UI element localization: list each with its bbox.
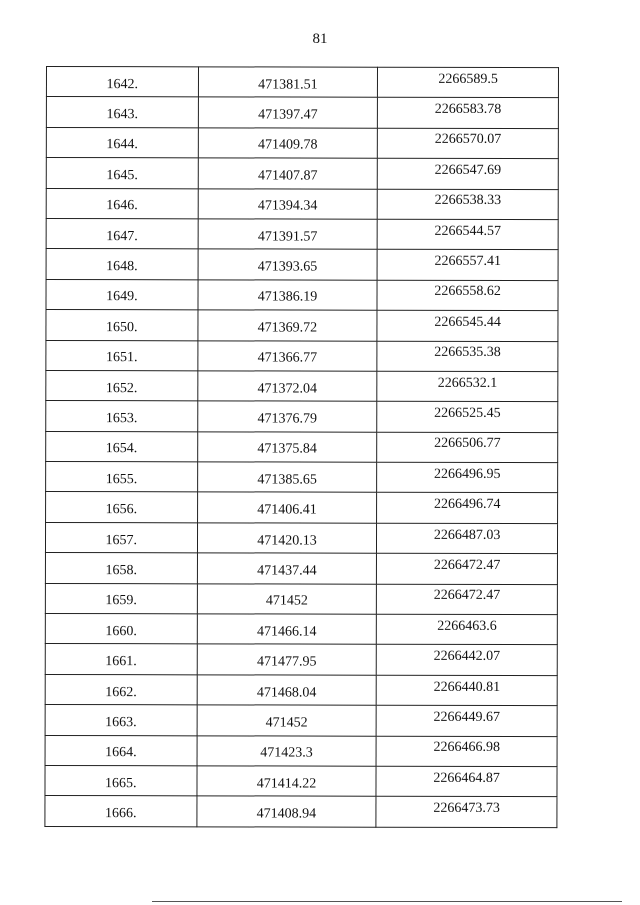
y-coordinate-cell bbox=[378, 128, 559, 159]
point-number-cell bbox=[45, 796, 197, 827]
y-coordinate-cell bbox=[377, 310, 558, 341]
cell-text: 1651. bbox=[105, 350, 138, 366]
cell-text: 1666. bbox=[104, 806, 137, 822]
y-coordinate-cell bbox=[377, 462, 558, 493]
point-number-cell bbox=[45, 583, 197, 614]
y-coordinate-cell bbox=[377, 371, 558, 402]
table-row bbox=[46, 158, 558, 189]
x-coordinate-cell bbox=[198, 249, 378, 280]
cell-text: 471381.51 bbox=[258, 77, 318, 93]
cell-text: 1650. bbox=[105, 319, 138, 336]
cell-text: 471393.65 bbox=[257, 259, 318, 275]
cell-text: 1660. bbox=[105, 623, 137, 639]
coordinates-table bbox=[44, 66, 559, 828]
table-row bbox=[46, 370, 558, 401]
x-coordinate-cell bbox=[197, 735, 377, 766]
cell-text: 471466.14 bbox=[257, 624, 317, 640]
cell-text: 1645. bbox=[106, 167, 138, 184]
x-coordinate-cell bbox=[198, 340, 378, 371]
cell-text: 471437.44 bbox=[257, 563, 317, 579]
cell-text: 1655. bbox=[105, 471, 138, 487]
cell-text: 2266463.6 bbox=[437, 618, 497, 634]
point-number-cell bbox=[45, 614, 197, 645]
point-number-cell bbox=[46, 401, 198, 432]
table-row bbox=[45, 553, 557, 584]
cell-text: 2266570.07 bbox=[434, 132, 502, 148]
table-row bbox=[45, 674, 557, 705]
cell-text: 1643. bbox=[106, 107, 138, 123]
x-coordinate-cell bbox=[197, 796, 377, 827]
cell-text: 471366.77 bbox=[257, 350, 318, 366]
x-coordinate-cell bbox=[197, 523, 377, 554]
cell-text: 1659. bbox=[105, 593, 137, 609]
cell-text: 471369.72 bbox=[257, 320, 318, 336]
y-coordinate-cell bbox=[378, 158, 559, 189]
cell-text: 2266535.38 bbox=[434, 345, 501, 361]
y-coordinate-cell bbox=[377, 432, 558, 463]
cell-text: 1665. bbox=[105, 775, 137, 791]
table-row bbox=[45, 583, 557, 614]
point-number-cell bbox=[46, 492, 198, 523]
table-row bbox=[45, 796, 557, 827]
y-coordinate-cell bbox=[377, 645, 558, 676]
cell-text: 1654. bbox=[105, 441, 138, 457]
cell-text: 2266440.81 bbox=[433, 679, 501, 695]
table-row bbox=[46, 218, 558, 249]
coordinates-table-body bbox=[45, 67, 559, 828]
table-row bbox=[46, 279, 558, 310]
cell-text: 471477.95 bbox=[256, 654, 317, 670]
point-number-cell bbox=[46, 218, 198, 249]
y-coordinate-cell bbox=[377, 250, 558, 281]
cell-text: 471376.79 bbox=[257, 411, 317, 427]
cell-text: 1647. bbox=[106, 228, 138, 244]
cell-text: 2266487.03 bbox=[433, 527, 501, 543]
cell-text: 1657. bbox=[105, 532, 138, 548]
y-coordinate-cell bbox=[376, 675, 557, 706]
y-coordinate-cell bbox=[376, 705, 557, 736]
y-coordinate-cell bbox=[377, 523, 558, 554]
table-row bbox=[46, 462, 558, 493]
cell-text: 471397.47 bbox=[258, 107, 318, 123]
cell-text: 2266544.57 bbox=[434, 223, 502, 239]
point-number-cell bbox=[46, 310, 198, 341]
point-number-cell bbox=[46, 370, 198, 401]
point-number-cell bbox=[46, 127, 198, 158]
cell-text: 1664. bbox=[105, 745, 137, 761]
cell-text: 2266496.95 bbox=[434, 466, 501, 482]
x-coordinate-cell bbox=[197, 766, 377, 797]
cell-text: 2266589.5 bbox=[438, 71, 498, 87]
point-number-cell bbox=[46, 67, 198, 98]
cell-text: 1653. bbox=[105, 411, 138, 427]
cell-text: 2266538.33 bbox=[434, 193, 502, 209]
cell-text: 2266506.77 bbox=[434, 436, 501, 452]
cell-text: 2266545.44 bbox=[434, 314, 501, 330]
point-number-cell bbox=[46, 340, 198, 371]
point-number-cell bbox=[45, 644, 197, 675]
cell-text: 471409.78 bbox=[258, 137, 318, 154]
x-coordinate-cell bbox=[198, 128, 378, 159]
cell-text: 2266466.98 bbox=[433, 740, 500, 756]
cell-text: 471407.87 bbox=[257, 168, 318, 184]
y-coordinate-cell bbox=[378, 67, 559, 98]
y-coordinate-cell bbox=[376, 736, 557, 767]
x-coordinate-cell bbox=[198, 188, 378, 219]
point-number-cell bbox=[45, 705, 197, 736]
y-coordinate-cell bbox=[377, 553, 558, 584]
cell-text: 1661. bbox=[105, 654, 137, 670]
cell-text: 1648. bbox=[106, 259, 138, 275]
cell-text: 471386.19 bbox=[257, 289, 318, 305]
table-row bbox=[46, 340, 558, 371]
x-coordinate-cell bbox=[197, 644, 377, 675]
table-row bbox=[46, 431, 558, 462]
cell-text: 2266464.87 bbox=[433, 770, 500, 786]
page-number: 81 bbox=[312, 31, 328, 47]
y-coordinate-cell bbox=[377, 493, 558, 524]
cell-text: 2266472.47 bbox=[433, 557, 501, 573]
cell-text: 2266449.67 bbox=[433, 709, 501, 725]
y-coordinate-cell bbox=[377, 189, 558, 220]
y-coordinate-cell bbox=[376, 766, 557, 797]
y-coordinate-cell bbox=[377, 584, 558, 615]
point-number-cell bbox=[45, 735, 197, 766]
table-row bbox=[45, 644, 557, 675]
point-number-cell bbox=[45, 553, 197, 584]
cell-text: 1642. bbox=[106, 76, 139, 92]
cell-text: 471406.41 bbox=[257, 502, 317, 518]
y-coordinate-cell bbox=[377, 614, 558, 645]
table-row bbox=[46, 67, 558, 98]
y-coordinate-cell bbox=[377, 280, 558, 311]
table-row bbox=[45, 765, 557, 796]
table-row bbox=[46, 188, 558, 219]
table-row bbox=[45, 705, 557, 736]
table-row bbox=[45, 614, 557, 645]
cell-text: 2266442.07 bbox=[433, 648, 501, 665]
table-row bbox=[46, 492, 558, 523]
cell-text: 2266473.73 bbox=[433, 800, 500, 817]
table-row bbox=[45, 522, 557, 553]
cell-text: 471391.57 bbox=[257, 229, 318, 245]
cell-text: 2266547.69 bbox=[434, 162, 502, 178]
y-coordinate-cell bbox=[377, 401, 558, 432]
x-coordinate-cell bbox=[197, 614, 377, 645]
x-coordinate-cell bbox=[198, 310, 378, 341]
x-coordinate-cell bbox=[197, 583, 377, 614]
cell-text: 471385.65 bbox=[257, 472, 317, 488]
table-row bbox=[46, 310, 558, 341]
point-number-cell bbox=[45, 674, 197, 705]
table-row bbox=[46, 249, 558, 280]
point-number-cell bbox=[46, 158, 198, 189]
x-coordinate-cell bbox=[197, 462, 377, 493]
cell-text: 471423.3 bbox=[260, 745, 313, 761]
cell-text: 2266496.74 bbox=[433, 496, 501, 513]
x-coordinate-cell bbox=[197, 401, 377, 432]
cell-text: 471414.22 bbox=[256, 776, 317, 792]
y-coordinate-cell bbox=[378, 98, 559, 129]
cell-text: 1646. bbox=[106, 198, 138, 214]
cell-text: 471468.04 bbox=[256, 684, 317, 701]
cell-text: 471394.34 bbox=[257, 198, 318, 214]
scan-edge-line bbox=[152, 901, 622, 902]
cell-text: 471372.04 bbox=[257, 381, 318, 397]
x-coordinate-cell bbox=[197, 432, 377, 463]
cell-text: 471408.94 bbox=[256, 806, 317, 822]
point-number-cell bbox=[46, 279, 198, 310]
x-coordinate-cell bbox=[198, 280, 378, 311]
x-coordinate-cell bbox=[197, 675, 377, 706]
point-number-cell bbox=[46, 188, 198, 219]
y-coordinate-cell bbox=[377, 341, 558, 372]
cell-text: 471420.13 bbox=[257, 532, 317, 549]
point-number-cell bbox=[46, 97, 198, 128]
x-coordinate-cell bbox=[197, 492, 377, 523]
cell-text: 1663. bbox=[105, 715, 137, 731]
cell-text: 2266557.41 bbox=[434, 253, 501, 269]
table-row bbox=[46, 401, 558, 432]
cell-text: 2266558.62 bbox=[434, 284, 501, 300]
cell-text: 1652. bbox=[105, 380, 138, 396]
cell-text: 471452 bbox=[265, 715, 308, 731]
point-number-cell bbox=[46, 249, 198, 280]
x-coordinate-cell bbox=[198, 219, 378, 250]
cell-text: 2266583.78 bbox=[434, 101, 502, 118]
table-row bbox=[46, 97, 558, 128]
x-coordinate-cell bbox=[198, 158, 378, 189]
x-coordinate-cell bbox=[198, 67, 378, 98]
cell-text: 2266525.45 bbox=[434, 405, 501, 421]
cell-text: 1649. bbox=[106, 289, 138, 305]
cell-text: 1644. bbox=[106, 137, 138, 153]
y-coordinate-cell bbox=[377, 219, 558, 250]
cell-text: 1656. bbox=[105, 502, 138, 518]
x-coordinate-cell bbox=[197, 553, 377, 584]
cell-text: 1662. bbox=[105, 684, 137, 700]
cell-text: 2266532.1 bbox=[437, 375, 498, 391]
cell-text: 471375.84 bbox=[257, 441, 317, 457]
table-row bbox=[46, 127, 558, 158]
x-coordinate-cell bbox=[197, 371, 377, 402]
cell-text: 471452 bbox=[265, 593, 308, 609]
table-row bbox=[45, 735, 557, 766]
point-number-cell bbox=[46, 431, 198, 462]
point-number-cell bbox=[45, 522, 197, 553]
point-number-cell bbox=[45, 765, 197, 796]
x-coordinate-cell bbox=[197, 705, 377, 736]
point-number-cell bbox=[46, 462, 198, 493]
y-coordinate-cell bbox=[376, 797, 557, 828]
cell-text: 2266472.47 bbox=[433, 588, 501, 604]
x-coordinate-cell bbox=[198, 97, 378, 128]
cell-text: 1658. bbox=[105, 563, 138, 579]
